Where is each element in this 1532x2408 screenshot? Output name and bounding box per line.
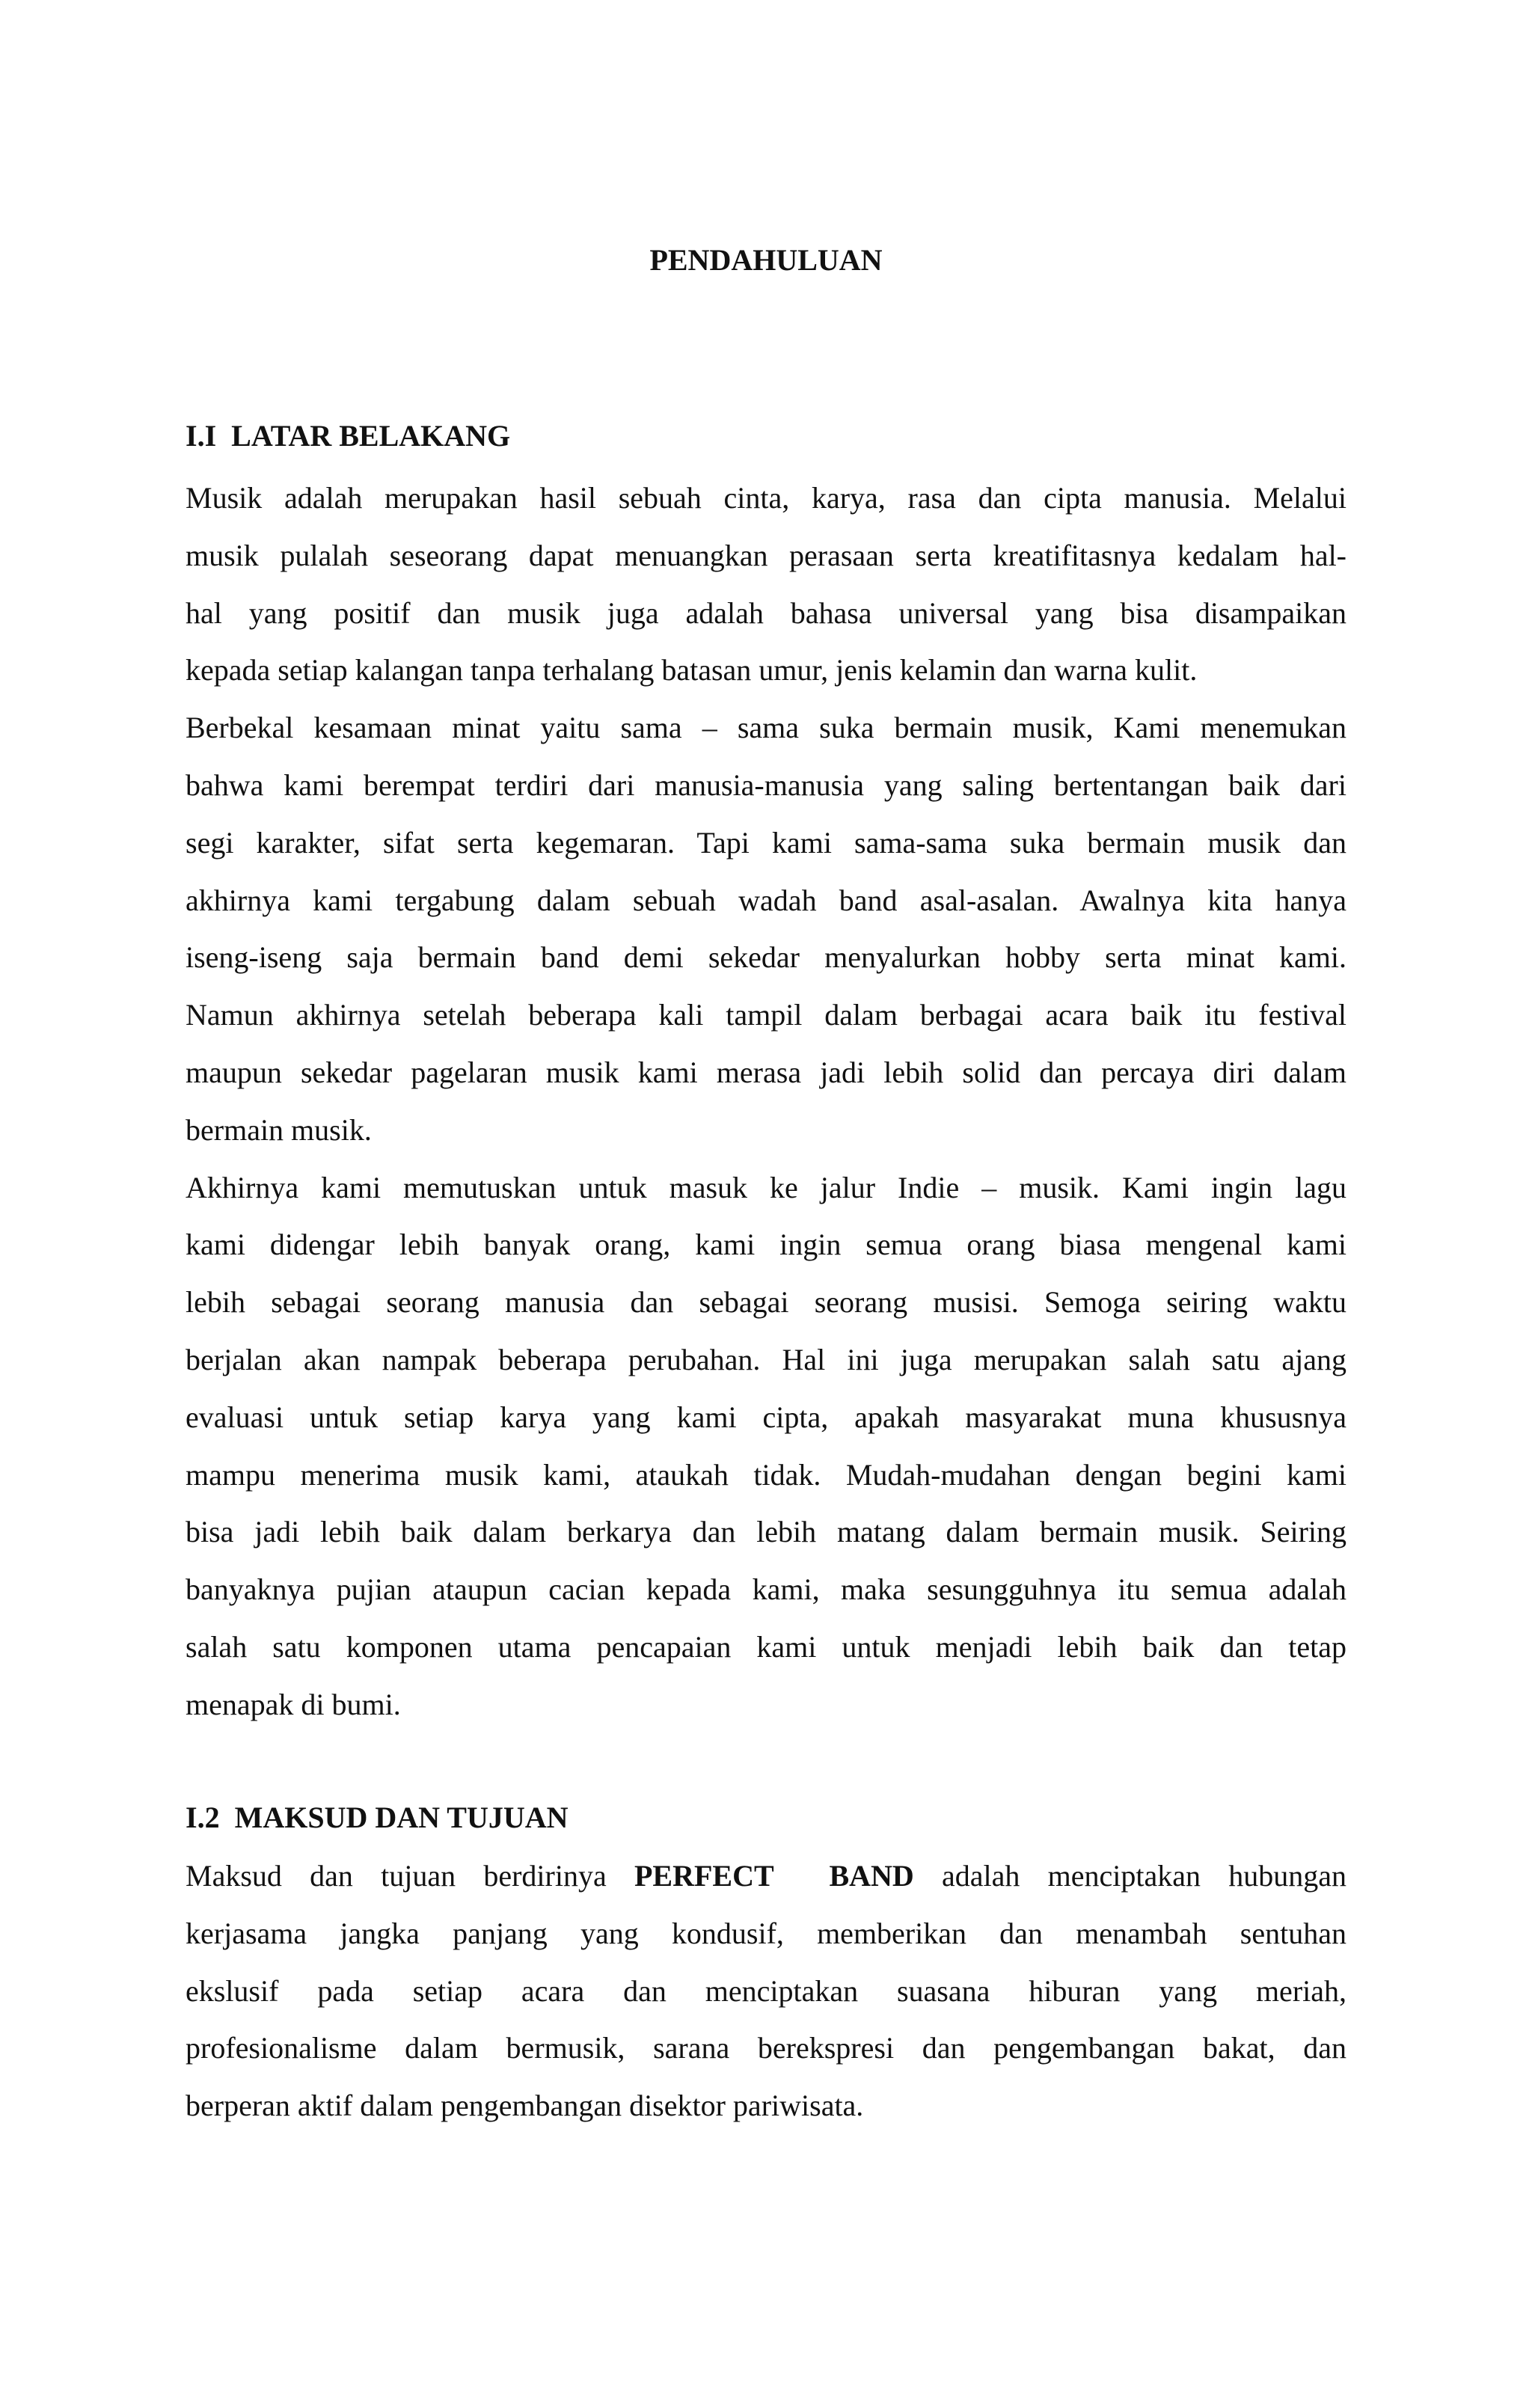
- section-heading-latar-belakang: [186, 414, 1346, 459]
- paragraph-latar-belakang-1: [186, 470, 1346, 1159]
- page-title: PENDAHULUAN: [649, 243, 883, 277]
- text-line: musik pulalah seseorang dapat menuangkan perasaan serta kreatifitasnya kedalam hal-: [186, 538, 1346, 572]
- text-line: berperan aktif dalam pengembangan disektor pariwisata.: [186, 2089, 864, 2123]
- text-line: profesionalisme dalam bermusik, sarana berekspresi dan pengembangan bakat, dan: [186, 2031, 1346, 2065]
- paragraph-latar-belakang-2: [186, 1159, 1346, 1734]
- text-line: kami didengar lebih banyak orang, kami ingin semua orang biasa mengenal kami: [186, 1228, 1346, 1262]
- section-heading: I.I LATAR BELAKANG: [186, 419, 511, 453]
- band-name: PERFECT BAND: [634, 1859, 914, 1893]
- text-line: kerjasama jangka panjang yang kondusif, memberikan dan menambah sentuhan: [186, 1916, 1346, 1950]
- text-line: Berbekal kesamaan minat yaitu sama – sama suka bermain musik, Kami menemukan: [186, 711, 1346, 745]
- text-line: salah satu komponen utama pencapaian kami untuk menjadi lebih baik dan tetap: [186, 1629, 1346, 1664]
- text-fragment: adalah menciptakan hubungan: [942, 1859, 1347, 1893]
- section-heading: I.2 MAKSUD DAN TUJUAN: [186, 1801, 569, 1834]
- text-line: evaluasi untuk setiap karya yang kami cipta, apakah masyarakat muna khususnya: [186, 1400, 1346, 1434]
- text-line: menapak di bumi.: [186, 1687, 401, 1721]
- text-line: banyaknya pujian ataupun cacian kepada kami, maka sesungguhnya itu semua adalah: [186, 1572, 1346, 1607]
- section-heading-maksud-tujuan: [186, 1795, 1346, 1840]
- text-line: Musik adalah merupakan hasil sebuah cinta, karya, rasa dan cipta manusia. Melalui: [186, 481, 1346, 515]
- text-line: Akhirnya kami memutuskan untuk masuk ke jalur Indie – musik. Kami ingin lagu: [186, 1170, 1346, 1204]
- section-body-latar-belakang: [186, 470, 1346, 1734]
- text-line: lebih sebagai seorang manusia dan sebagai seorang musisi. Semoga seiring waktu: [186, 1285, 1346, 1320]
- section-body-maksud-tujuan: [186, 1848, 1346, 2135]
- text-line: mampu menerima musik kami, ataukah tidak. Mudah-mudahan dengan begini kami: [186, 1457, 1346, 1492]
- text-line: iseng-iseng saja bermain band demi sekedar menyalurkan hobby serta minat kami.: [186, 940, 1346, 975]
- text-line: bisa jadi lebih baik dalam berkarya dan lebih matang dalam bermain musik. Seiring: [186, 1515, 1346, 1549]
- text-line: [186, 1848, 1346, 1905]
- text-line: ekslusif pada setiap acara dan menciptakan suasana hiburan yang meriah,: [186, 1973, 1346, 2008]
- text-line: maupun sekedar pagelaran musik kami merasa jadi lebih solid dan percaya diri dalam: [186, 1055, 1346, 1089]
- text-line: segi karakter, sifat serta kegemaran. Tapi kami sama-sama suka bermain musik dan: [186, 825, 1346, 860]
- text-line: bermain musik.: [186, 1112, 372, 1147]
- paragraph-maksud-tujuan: [186, 1848, 1346, 2135]
- text-line: berjalan akan nampak beberapa perubahan. Hal ini juga merupakan salah satu ajang: [186, 1342, 1346, 1376]
- text-line: Namun akhirnya setelah beberapa kali tampil dalam berbagai acara baik itu festival: [186, 998, 1346, 1032]
- text-fragment: Maksud dan tujuan berdirinya: [186, 1859, 607, 1893]
- text-line: akhirnya kami tergabung dalam sebuah wadah band asal-asalan. Awalnya kita hanya: [186, 883, 1346, 917]
- text-line: bahwa kami berempat terdiri dari manusia-manusia yang saling bertentangan baik dari: [186, 768, 1346, 802]
- text-line: hal yang positif dan musik juga adalah bahasa universal yang bisa disampaikan: [186, 595, 1346, 630]
- text-line: kepada setiap kalangan tanpa terhalang batasan umur, jenis kelamin dan warna kulit.: [186, 653, 1198, 687]
